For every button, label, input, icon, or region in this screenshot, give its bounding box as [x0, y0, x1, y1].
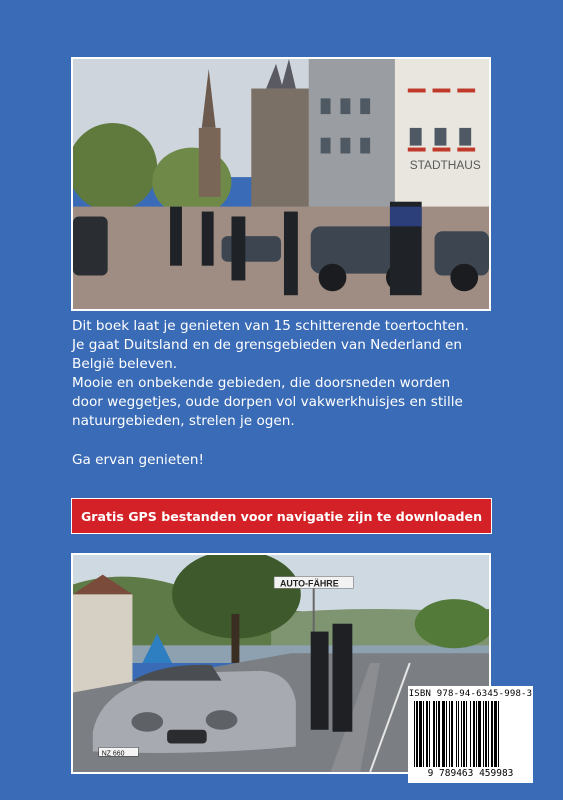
gps-download-banner: Gratis GPS bestanden voor navigatie zijn te downloaden [71, 498, 492, 534]
isbn-barcode [408, 686, 533, 783]
barcode-bars [414, 701, 527, 767]
description-line: Dit boek laat je genieten van 15 schitterende toertochten. [72, 318, 469, 334]
description-line: Je gaat Duitsland en de grensgebieden van Nederland en [72, 337, 462, 353]
town-square-motorcycles-image [73, 59, 489, 309]
license-plate: NZ 660 [101, 750, 125, 758]
description-line: België beleven. [72, 356, 178, 372]
description-line: door weggetjes, oude dorpen vol vakwerkhuisjes en stille [72, 394, 463, 410]
auto-fahre-sign: AUTO-FÄHRE [280, 578, 339, 589]
top-photo [71, 57, 491, 311]
book-description [72, 317, 497, 470]
description-line: Mooie en onbekende gebieden, die doorsneden worden [72, 375, 451, 391]
description-line: natuurgebieden, strelen je ogen. [72, 413, 295, 429]
isbn-number: ISBN 978-94-6345-998-3 [408, 689, 533, 699]
closing-line: Ga ervan genieten! [72, 452, 204, 468]
stadthaus-sign: STADTHAUS [409, 158, 481, 173]
ean-digits: 9 789463 459983 [427, 768, 514, 779]
